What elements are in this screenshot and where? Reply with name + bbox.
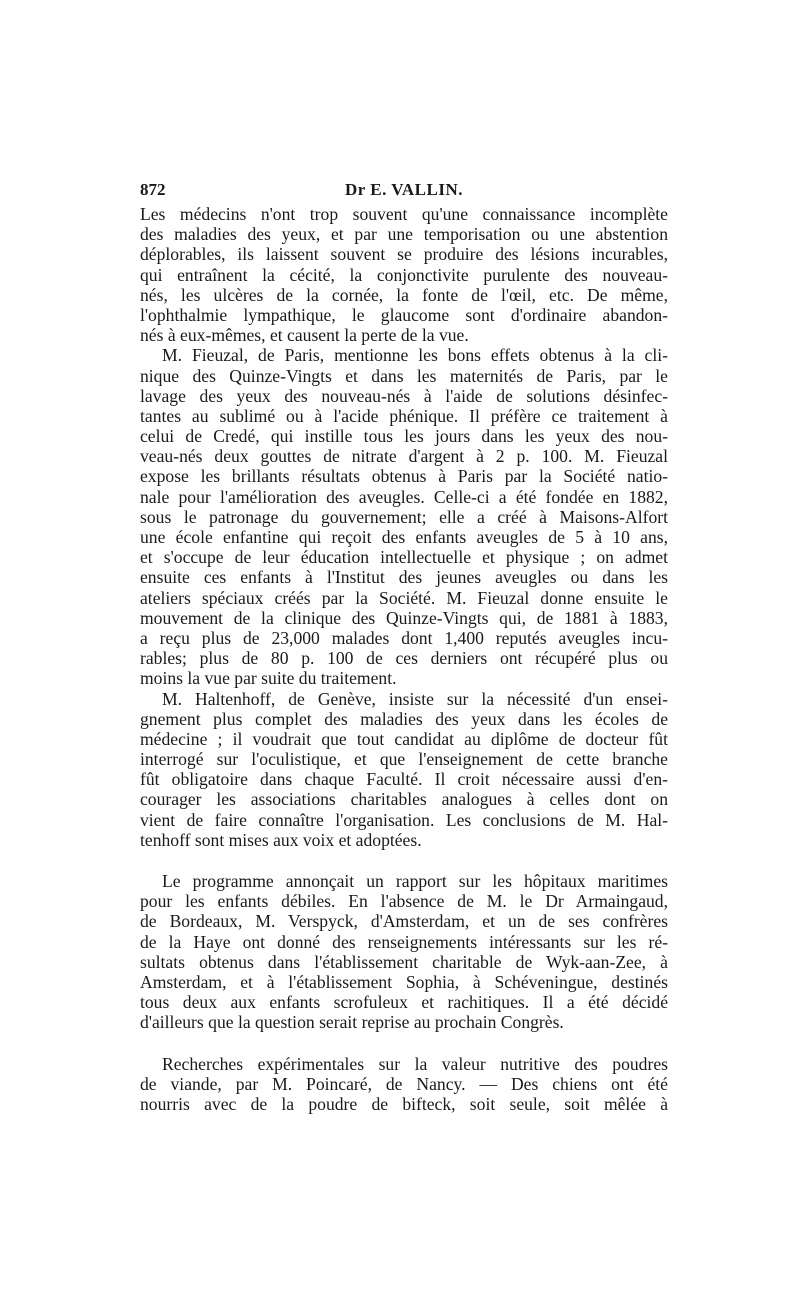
text-line: mouvement de la clinique des Quinze-Vingts qui, de 1881 à 1883,	[140, 607, 668, 628]
section-spacer	[140, 1033, 668, 1054]
text-line: d'ailleurs que la question serait reprise au prochain Congrès.	[140, 1012, 564, 1033]
text-line: nourris avec de la poudre de bifteck, soit seule, soit mêlée à	[140, 1093, 668, 1114]
text-line: M. Fieuzal, de Paris, mentionne les bons effets obtenus à la cli-	[162, 345, 668, 366]
text-line: nés, les ulcères de la cornée, la fonte de l'œil, etc. De même,	[140, 284, 668, 305]
text-line: de Bordeaux, M. Verspyck, d'Amsterdam, et un de ses confrères	[140, 911, 668, 932]
text-line: une école enfantine qui reçoit des enfants aveugles de 5 à 10 ans,	[140, 527, 668, 547]
text-line: moins la vue par suite du traitement.	[140, 668, 397, 689]
text-line: veau-nés deux gouttes de nitrate d'argent à 2 p. 100. M. Fieuzal	[140, 446, 668, 467]
text-line: sultats obtenus dans l'établissement charitable de Wyk-aan-Zee, à	[140, 951, 668, 972]
text-line: pour les enfants débiles. En l'absence de M. le Dr Armaingaud,	[140, 891, 668, 912]
text-line: tantes au sublimé ou à l'acide phénique. Il préfère ce traitement à	[140, 405, 668, 426]
text-line: et s'occupe de leur éducation intellectuelle et physique ; on admet	[140, 547, 668, 568]
text-line: qui entraînent la cécité, la conjonctivite purulente des nouveau-	[140, 264, 668, 285]
paragraph	[140, 1054, 668, 1115]
text-line: nés à eux-mêmes, et causent la perte de la vue.	[140, 325, 469, 346]
section-spacer	[140, 850, 668, 871]
page-number: 872	[140, 180, 166, 199]
text-line: tous deux aux enfants scrofuleux et rachitiques. Il a été décidé	[140, 992, 668, 1013]
text-line: Amsterdam, et à l'établissement Sophia, à Schéveningue, destinés	[140, 971, 668, 992]
text-line: rables; plus de 80 p. 100 de ces derniers ont récupéré plus ou	[140, 648, 668, 669]
text-line: Les médecins n'ont trop souvent qu'une connaissance incomplète	[140, 204, 668, 224]
text-line: Le programme annonçait un rapport sur les hôpitaux maritimes	[162, 871, 668, 891]
text-line: gnement plus complet des maladies des yeux dans les écoles de	[140, 708, 668, 729]
paragraph	[140, 689, 668, 851]
text-line: expose les brillants résultats obtenus à Paris par la Société natio-	[140, 466, 668, 487]
text-line: des maladies des yeux, et par une temporisation ou une abstention	[140, 224, 668, 245]
text-line: vient de faire connaître l'organisation. Les conclusions de M. Hal-	[140, 809, 668, 830]
text-line: courager les associations charitables analogues à celles dont on	[140, 789, 668, 810]
text-line: ateliers spéciaux créés par la Société. M. Fieuzal donne ensuite le	[140, 587, 668, 608]
text-line: ensuite ces enfants à l'Institut des jeunes aveugles ou dans les	[140, 567, 668, 588]
text-line: M. Haltenhoff, de Genève, insiste sur la nécessité d'un ensei-	[162, 688, 668, 709]
text-line: de viande, par M. Poincaré, de Nancy. — Des chiens ont été	[140, 1073, 668, 1094]
paragraph	[140, 204, 668, 345]
text-line: l'ophthalmie lympathique, le glaucome sont d'ordinaire abandon-	[140, 304, 668, 325]
text-line: tenhoff sont mises aux voix et adoptées.	[140, 829, 422, 850]
text-line: médecine ; il voudrait que tout candidat au diplôme de docteur fût	[140, 728, 668, 749]
text-line: interrogé sur l'oculistique, et que l'enseignement de cette branche	[140, 749, 668, 770]
page-header	[140, 180, 668, 202]
running-head: Dr E. VALLIN.	[345, 180, 463, 199]
text-line: de la Haye ont donné des renseignements intéressants sur les ré-	[140, 931, 668, 952]
text-line: nale pour l'amélioration des aveugles. Celle-ci a été fondée en 1882,	[140, 486, 668, 507]
paragraph	[140, 871, 668, 1033]
text-line: nique des Quinze-Vingts et dans les maternités de Paris, par le	[140, 365, 668, 386]
paragraph	[140, 345, 668, 688]
text-line: déplorables, ils laissent souvent se produire des lésions incurables,	[140, 244, 668, 265]
body-text	[140, 204, 668, 1114]
text-line: celui de Credé, qui instille tous les jours dans les yeux des nou-	[140, 426, 668, 447]
text-line: sous le patronage du gouvernement; elle a créé à Maisons-Alfort	[140, 506, 668, 527]
text-line: a reçu plus de 23,000 malades dont 1,400 reputés aveugles incu-	[140, 627, 668, 648]
text-line: fût obligatoire dans chaque Faculté. Il croit nécessaire aussi d'en-	[140, 769, 668, 790]
text-line: lavage des yeux des nouveau-nés à l'aide de solutions désinfec-	[140, 385, 668, 406]
text-line: Recherches expérimentales sur la valeur nutritive des poudres	[162, 1053, 668, 1074]
